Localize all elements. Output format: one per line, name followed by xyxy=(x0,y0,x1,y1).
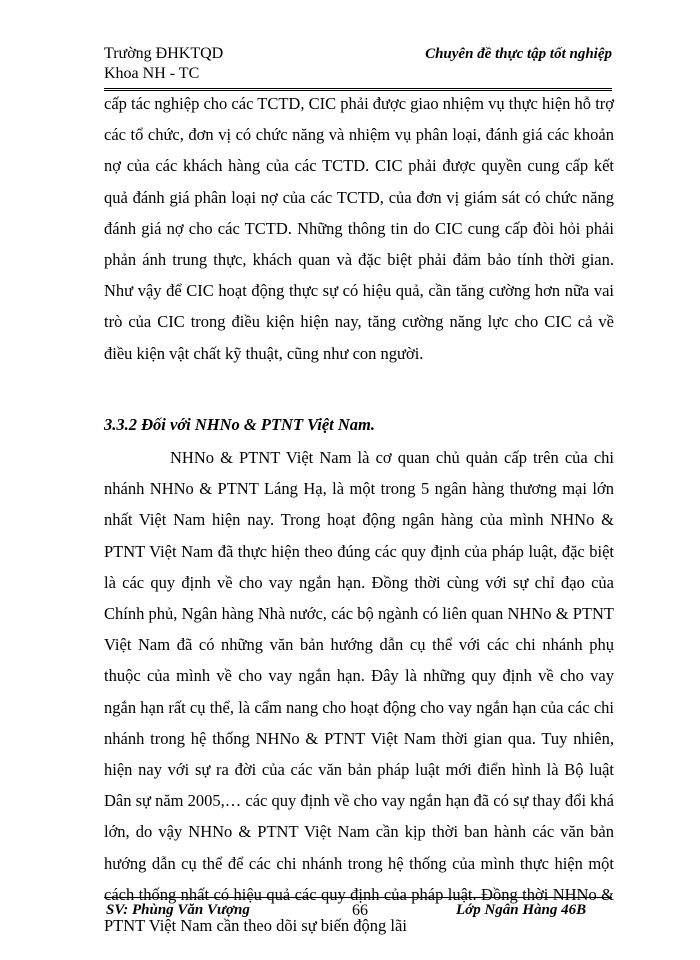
student-name: SV: Phùng Văn Vượng xyxy=(106,902,250,918)
faculty-name: Khoa NH - TC xyxy=(104,65,200,82)
header-left xyxy=(104,44,223,84)
page-number: 66 xyxy=(352,902,368,919)
document-title: Chuyên đề thực tập tốt nghiệp xyxy=(425,46,612,62)
paragraph: cấp tác nghiệp cho các TCTD, CIC phải được giao nhiệm vụ thực hiện hỗ trợ các tổ chức, đơn vị có chức năng và nhiệm vụ phân loại, đánh giá các khoản nợ của các khách hàng của các TCTD. CIC phải được quyền cung cấp kết quả đánh giá phân loại nợ của các TCTD, của đơn vị giám sát có chức năng đánh giá nợ cho các TCTD. Những thông tin do CIC cung cấp đòi hỏi phải phản ánh trung thực, khách quan và đặc biệt phải đảm bảo tính thời gian. Như vậy để CIC hoạt động thực sự có hiệu quả, cần tăng cường hơn nữa vai trò của CIC trong điều kiện hiện nay, tăng cường năng lực cho CIC cả về điều kiện vật chất kỹ thuật, cũng như con người. xyxy=(104,94,614,363)
section-heading: 3.3.2 Đối với NHNo & PTNT Việt Nam. xyxy=(104,414,376,434)
school-name: Trường ĐHKTQD xyxy=(104,45,224,62)
class-name: Lớp Ngân Hàng 46B xyxy=(456,902,587,918)
page-body xyxy=(104,88,614,941)
footer-divider xyxy=(104,897,612,898)
section-spacer xyxy=(104,369,614,409)
paragraph: NHNo & PTNT Việt Nam là cơ quan chủ quản cấp trên của chi nhánh NHNo & PTNT Láng Hạ, là một trong 5 ngân hàng thương mại lớn nhất Việt Nam hiện nay. Trong hoạt động ngân hàng của mình NHNo & PTNT Việt Nam đã thực hiện theo đúng các quy định của pháp luật, đặc biệt là các quy định về cho vay ngắn hạn. Đồng thời cùng với sự chỉ đạo của Chính phủ, Ngân hàng Nhà nước, các bộ ngành có liên quan NHNo & PTNT Việt Nam đã có những văn bản hướng dẫn cụ thể với các chi nhánh phụ thuộc của mình về cho vay ngắn hạn. Đây là những quy định về cho vay ngắn hạn rất cụ thể, là cẩm nang cho hoạt động cho vay ngắn hạn của các chi nhánh trong hệ thống NHNo & PTNT Việt Nam thời gian qua. Tuy nhiên, hiện nay với sự ra đời của các văn bản pháp luật mới điển hình là Bộ luật Dân sự năm 2005,… các quy định về cho vay ngắn hạn đã có sự thay đổi khá lớn, do vậy NHNo & PTNT Việt Nam cần kịp thời ban hành các văn bản hướng dẫn cụ thể để các chi nhánh trong hệ thống của mình thực hiện một cách thống nhất có hiệu quả các quy định của pháp luật. Đồng thời NHNo & PTNT Việt Nam cần theo dõi sự biến động lãi xyxy=(104,448,615,936)
